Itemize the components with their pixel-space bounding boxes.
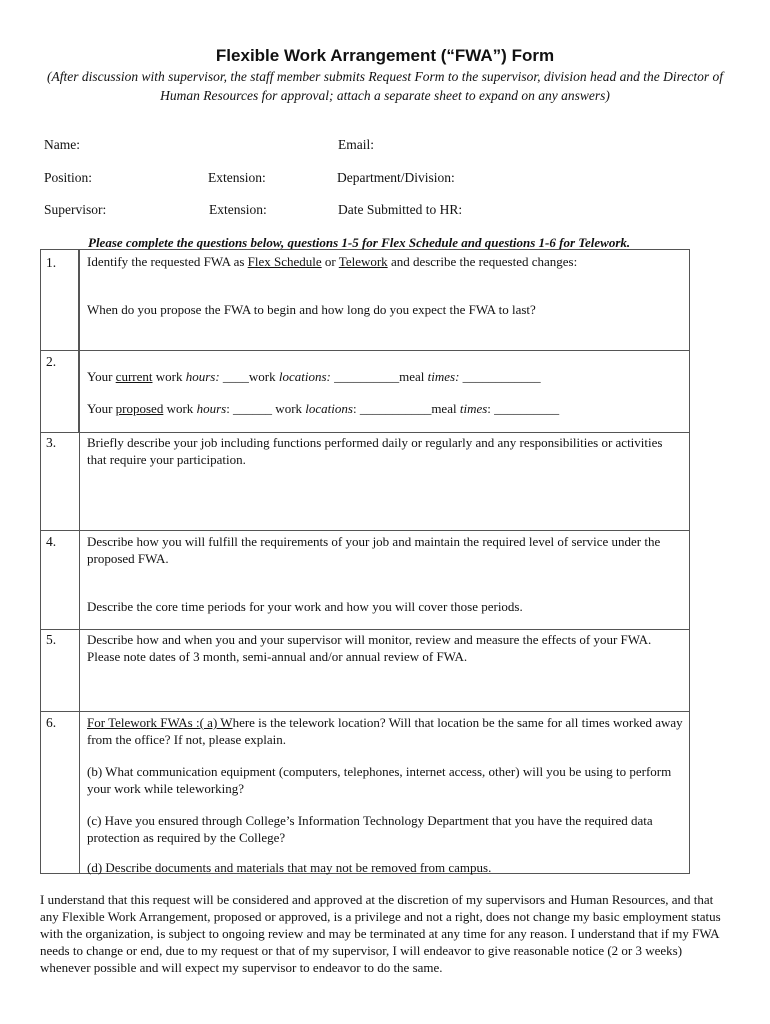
question-row-2 [41,350,689,432]
extension-label-2: Extension: [209,202,267,217]
question-number: 3. [46,435,57,450]
question-6-part-c: (c) Have you ensured through College’s Information Technology Department that you have the required data protection as required by the College? [87,813,653,845]
questions-table [40,249,690,874]
question-2-proposed: Your proposed work hours: ______ work locations: ___________meal times: __________ [87,401,560,416]
question-4-core-time: Describe the core time periods for your work and how you will cover those periods. [87,599,523,614]
question-2-current: Your current work hours: ____work locations: __________meal times: ____________ [87,369,541,384]
department-label: Department/Division: [337,170,455,185]
name-label: Name: [44,137,80,152]
supervisor-label: Supervisor: [44,202,107,217]
form-title: Flexible Work Arrangement (“FWA”) Form [215,46,555,65]
question-4-text: Describe how you will fulfill the requirements of your job and maintain the required level of service under the proposed FWA. [87,534,661,566]
question-3-text: Briefly describe your job including functions performed daily or regularly and any responsibilities or activities that require your participation. [87,435,663,467]
question-row-5 [41,629,689,711]
question-number: 6. [46,715,57,730]
email-label: Email: [338,137,374,152]
question-row-6 [41,711,689,874]
question-1-text: Identify the requested FWA as Flex Schedule or Telework and describe the requested changes: [87,254,578,269]
question-number: 1. [46,255,57,270]
acknowledgement-text: I understand that this request will be considered and approved at the discretion of my supervisors and Human Resources, and that any Flexible Work Arrangement, proposed or approved, is a privilege and not a right, does not change my basic employment status with the organization, is subject to ongoing review and may be terminated at any time for any reason. I understand that if my FWA needs to change or end, due to my request or that of my supervisor, I will endeavor to give reasonable notice (2 or 3 weeks) whenever possible and will expect my supervisor to endeavor to do the same. [40,892,721,975]
question-row-4 [41,530,689,629]
question-5-text: Describe how and when you and your supervisor will monitor, review and measure the effects of your FWA. Please note dates of 3 month, semi-annual and/or annual review of FWA. [87,632,652,664]
question-6-part-b: (b) What communication equipment (computers, telephones, internet access, other) will you be using to perform your work while teleworking? [87,764,672,796]
question-number: 4. [46,534,57,549]
question-6-part-a: For Telework FWAs :( a) Where is the telework location? Will that location be the same for all times worked away from the office? If not, please explain. [87,715,683,747]
form-subtitle: (After discussion with supervisor, the staff member submits Request Form to the supervisor, division head and the Director of Human Resources for approval; attach a separate sheet to expand on any answers) [47,69,723,103]
position-label: Position: [44,170,93,185]
date-submitted-label: Date Submitted to HR: [338,202,463,217]
question-6-part-d: (d) Describe documents and materials that may not be removed from campus. [87,860,492,875]
extension-label: Extension: [208,170,266,185]
question-row-3 [41,432,689,530]
question-1-duration: When do you propose the FWA to begin and how long do you expect the FWA to last? [87,302,536,317]
question-number: 2. [46,354,57,369]
question-number: 5. [46,632,57,647]
instructions: Please complete the questions below, questions 1-5 for Flex Schedule and questions 1-6 for Telework. [88,235,631,250]
question-row-1 [41,250,689,350]
